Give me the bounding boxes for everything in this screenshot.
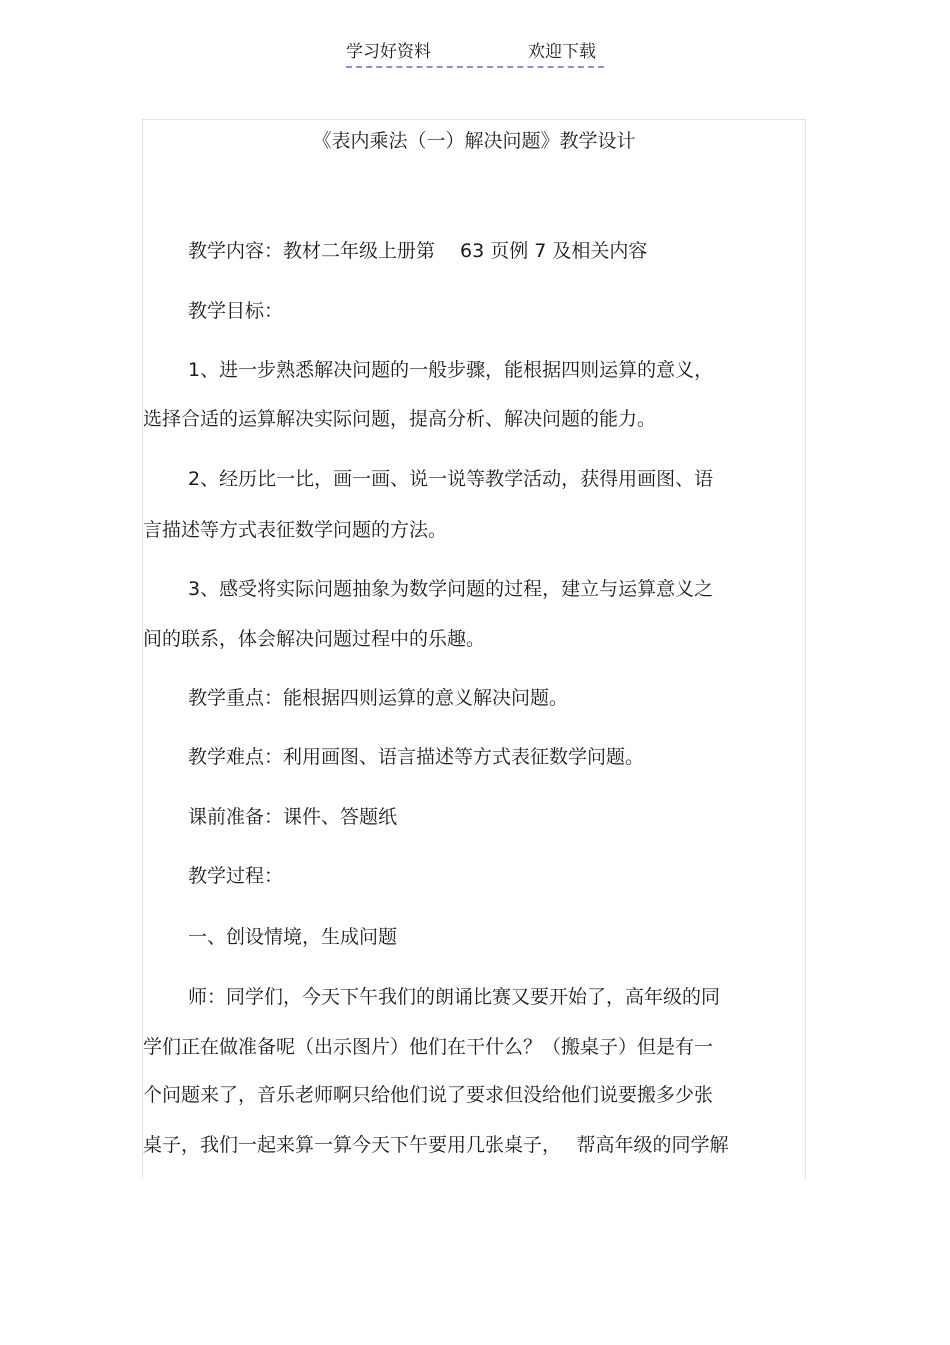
teacher-line-4: 桌子，我们一起来算一算今天下午要用几张桌子， 帮高年级的同学解 xyxy=(143,1134,729,1156)
section-1-heading: 一、创设情境，生成问题 xyxy=(188,926,398,948)
teacher-line-1: 师：同学们，今天下午我们的朗诵比赛又要开始了，高年级的同 xyxy=(188,986,721,1008)
page-header xyxy=(346,40,604,68)
goal-3-line-2: 间的联系，体会解决问题过程中的乐趣。 xyxy=(143,628,486,650)
goal-3-line-1: 3、感受将实际问题抽象为数学问题的过程，建立与运算意义之 xyxy=(188,578,714,600)
difficulty: 教学难点：利用画图、语言描述等方式表征数学问题。 xyxy=(188,746,645,768)
goal-1-line-1: 1、进一步熟悉解决问题的一般步骤，能根据四则运算的意义， xyxy=(188,359,714,381)
goal-2-line-2: 言描述等方式表征数学问题的方法。 xyxy=(143,519,448,541)
key-point: 教学重点：能根据四则运算的意义解决问题。 xyxy=(188,687,569,709)
goal-1-line-2: 选择合适的运算解决实际问题，提高分析、解决问题的能力。 xyxy=(143,408,657,430)
goals-heading: 教学目标： xyxy=(188,300,284,322)
goal-2-line-1: 2、经历比一比，画一画、说一说等教学活动，获得用画图、语 xyxy=(188,468,714,490)
teacher-line-2: 学们正在做准备呢（出示图片）他们在干什么？（搬桌子）但是有一 xyxy=(143,1036,714,1058)
process-heading: 教学过程： xyxy=(188,865,284,887)
teacher-line-3: 个问题来了，音乐老师啊只给他们说了要求但没给他们说要搬多少张 xyxy=(143,1084,714,1106)
preparation: 课前准备：课件、答题纸 xyxy=(188,806,398,828)
header-left-text: 学习好资料 xyxy=(346,42,431,62)
content-line: 教学内容：教材二年级上册第 63 页例 7 及相关内容 xyxy=(188,240,648,262)
document-title: 《表内乘法（一）解决问题》教学设计 xyxy=(312,130,636,152)
header-right-text: 欢迎下载 xyxy=(528,42,596,62)
